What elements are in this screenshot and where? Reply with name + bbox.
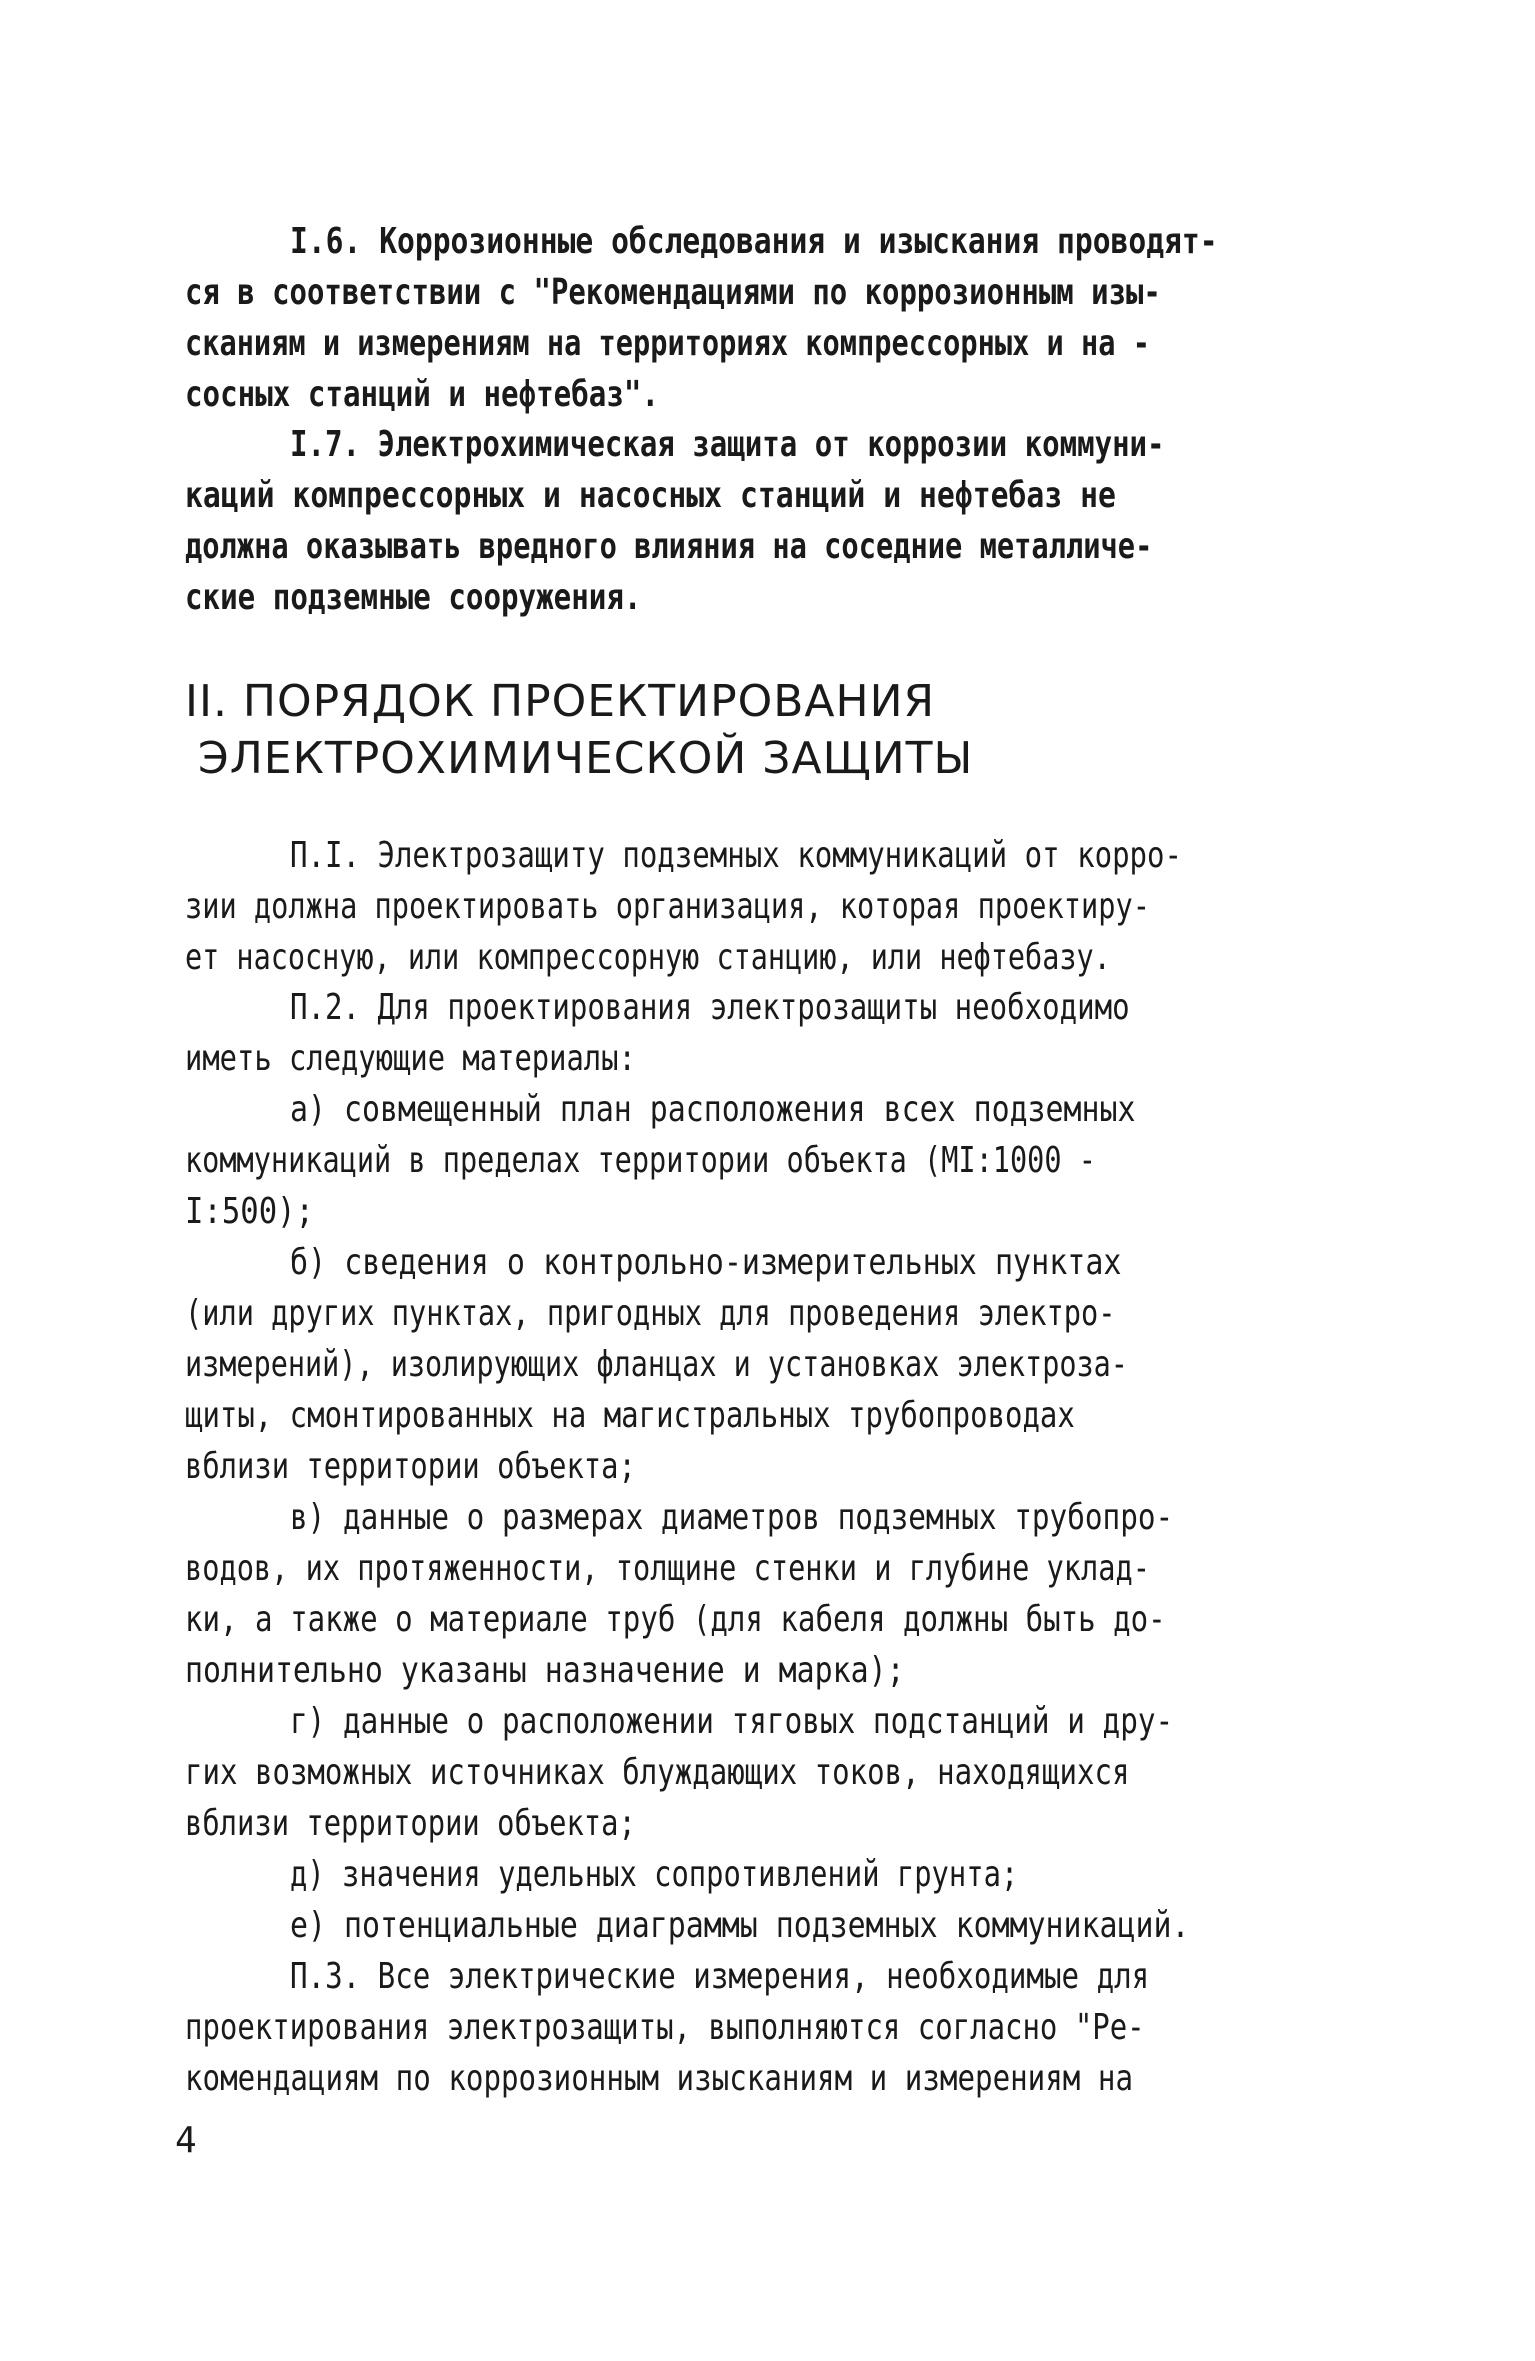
- text-line: зии должна проектировать организация, которая проектиру-: [185, 886, 1150, 927]
- text-line: измерений), изолирующих фланцах и установках электроза-: [185, 1344, 1128, 1385]
- text-line: гих возможных источниках блуждающих токов, находящихся: [185, 1752, 1130, 1793]
- text-line: ет насосную, или компрессорную станцию, или нефтебазу.: [185, 937, 1111, 978]
- text-line: (или других пунктах, пригодных для проведения электро-: [185, 1293, 1116, 1334]
- text-line: I:500);: [185, 1191, 314, 1232]
- text-line: е) потенциальные диаграммы подземных коммуникаций.: [290, 1905, 1190, 1946]
- section-heading: ЭЛЕКТРОХИМИЧЕСКОЙ ЗАЩИТЫ: [198, 733, 974, 784]
- text-line: иметь следующие материалы:: [185, 1038, 636, 1079]
- text-line: комендациям по коррозионным изысканиям и измерениям на: [185, 2058, 1134, 2099]
- section-heading: II. ПОРЯДОК ПРОЕКТИРОВАНИЯ: [185, 676, 936, 727]
- text-line: I.6. Коррозионные обследования и изыскания проводят-: [290, 221, 1218, 262]
- text-line: ся в соответствии с "Рекомендациями по коррозионным изы-: [185, 272, 1161, 313]
- text-line: сканиям и измерениям на территориях компрессорных и на -: [185, 323, 1150, 364]
- page-number: 4: [175, 2120, 197, 2161]
- text-line: I.7. Электрохимическая защита от коррозии коммуни-: [290, 424, 1165, 465]
- text-line: полнительно указаны назначение и марка);: [185, 1650, 905, 1691]
- text-line: должна оказывать вредного влияния на соседние металличе-: [185, 526, 1153, 567]
- text-line: проектирования электрозащиты, выполняются согласно "Ре-: [185, 2007, 1145, 2048]
- text-line: водов, их протяженности, толщине стенки и глубине уклад-: [185, 1548, 1150, 1589]
- text-line: вблизи территории объекта;: [185, 1446, 636, 1487]
- text-line: П.I. Электрозащиту подземных коммуникаций от корро-: [290, 835, 1183, 876]
- text-line: б) сведения о контрольно-измерительных пунктах: [290, 1242, 1122, 1283]
- text-line: каций компрессорных и насосных станций и нефтебаз не: [185, 475, 1116, 516]
- text-line: ские подземные сооружения.: [185, 577, 642, 618]
- text-line: д) значения удельных сопротивлений грунта;: [290, 1854, 1019, 1895]
- text-line: щиты, смонтированных на магистральных трубопроводах: [185, 1395, 1075, 1436]
- text-line: а) совмещенный план расположения всех подземных: [290, 1089, 1136, 1130]
- text-line: сосных станций и нефтебаз".: [185, 374, 660, 415]
- text-line: г) данные о расположении тяговых подстанций и дру-: [290, 1701, 1174, 1742]
- text-line: вблизи территории объекта;: [185, 1803, 636, 1844]
- text-line: коммуникаций в пределах территории объекта (МI:1000 -: [185, 1140, 1096, 1181]
- text-line: ки, а также о материале труб (для кабеля должны быть до-: [185, 1599, 1166, 1640]
- text-line: П.3. Все электрические измерения, необходимые для: [290, 1956, 1150, 1997]
- text-line: в) данные о размерах диаметров подземных трубопро-: [290, 1497, 1174, 1538]
- text-line: П.2. Для проектирования электрозащиты необходимо: [290, 987, 1130, 1028]
